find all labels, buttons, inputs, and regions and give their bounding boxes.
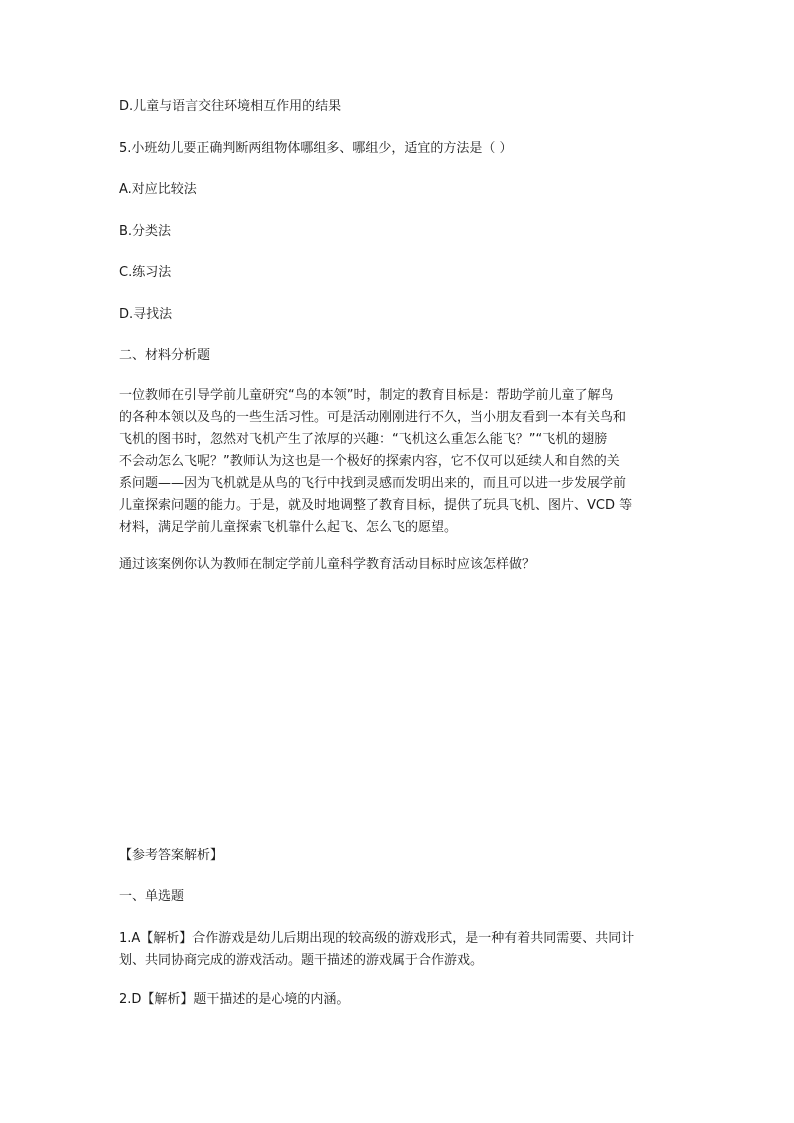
material-paragraph: [119, 385, 679, 539]
material-line: 一位教师在引导学前儿童研究“鸟的本领”时，制定的教育目标是：帮助学前儿童了解鸟: [119, 388, 614, 403]
question5-option-a: A.对应比较法: [119, 182, 197, 197]
material-line: 不会动怎么飞呢？”教师认为这也是一个极好的探索内容，它不仅可以延续人和自然的关: [119, 454, 620, 469]
question5-option-d: D.寻找法: [119, 307, 173, 322]
answer1-line: 1.A【解析】合作游戏是幼儿后期出现的较高级的游戏形式，是一种有着共同需要、共同计: [119, 931, 635, 946]
section2-heading: 二、材料分析题: [119, 348, 211, 363]
material-line: 的各种本领以及鸟的一些生活习性。可是活动刚刚进行不久，当小朋友看到一本有关鸟和: [119, 410, 627, 425]
question4-option-d: D.儿童与语言交往环境相互作用的结果: [119, 99, 342, 114]
question5-stem: 5.小班幼儿要正确判断两组物体哪组多、哪组少，适宜的方法是（ ）: [119, 141, 513, 156]
answer1-line: 划、共同协商完成的游戏活动。题干描述的游戏属于合作游戏。: [119, 953, 484, 968]
material-line: 材料，满足学前儿童探索飞机靠什么起飞、怎么飞的愿望。: [119, 520, 458, 535]
answer1-paragraph: [119, 928, 679, 972]
answer2: 2.D【解析】题干描述的是心境的内涵。: [119, 992, 350, 1007]
material-line: 儿童探索问题的能力。于是，就及时地调整了教育目标，提供了玩具飞机、图片、VCD 等: [119, 498, 633, 513]
answers-heading: 【参考答案解析】: [119, 848, 224, 863]
answers-section1-heading: 一、单选题: [119, 889, 185, 904]
question5-option-b: B.分类法: [119, 224, 172, 239]
material-question: 通过该案例你认为教师在制定学前儿童科学教育活动目标时应该怎样做？: [119, 557, 536, 572]
material-line: 飞机的图书时，忽然对飞机产生了浓厚的兴趣：“飞机这么重怎么能飞？”“飞机的翅膀: [119, 432, 608, 447]
question5-option-c: C.练习法: [119, 265, 172, 280]
material-line: 系问题——因为飞机就是从鸟的飞行中找到灵感而发明出来的，而且可以进一步发展学前: [119, 476, 627, 491]
